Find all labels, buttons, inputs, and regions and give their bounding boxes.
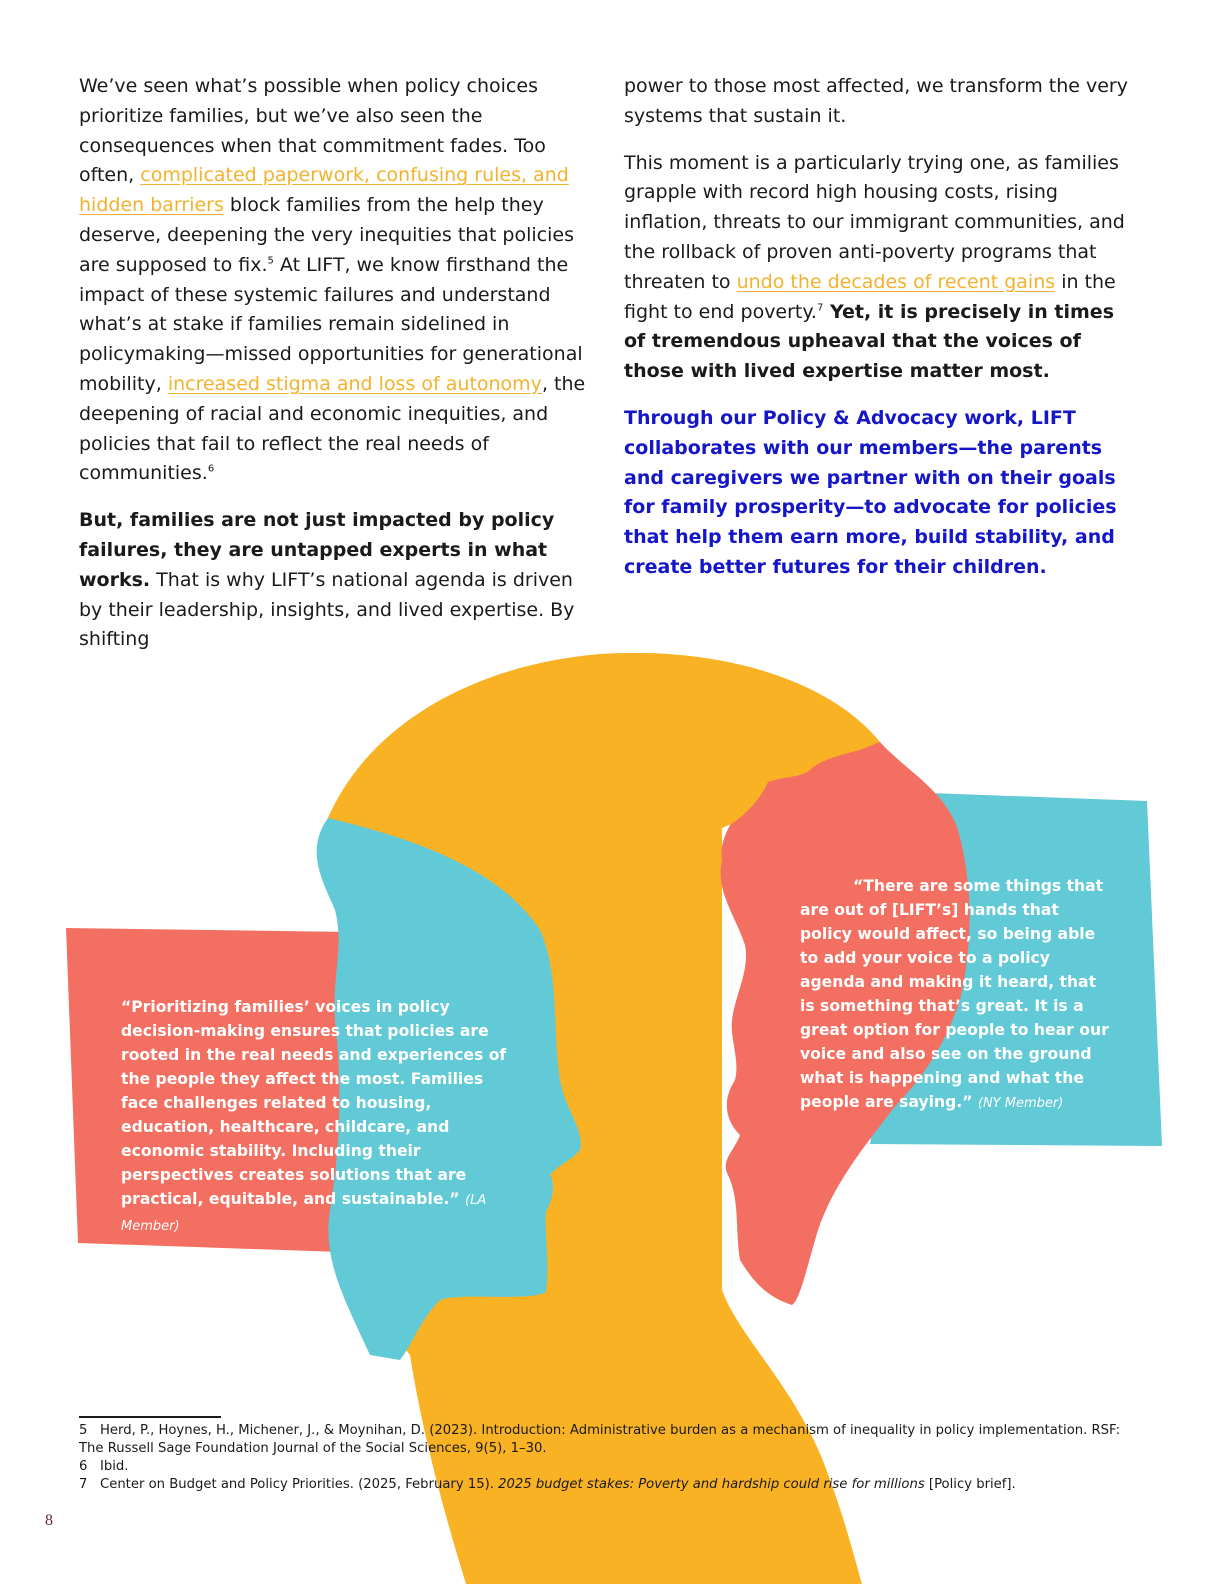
page-number: 8 bbox=[45, 1512, 53, 1529]
bold-statement: Yet, it is precisely in times of tremendous upheaval that the voices of those with lived expertise matter most. bbox=[624, 300, 1115, 383]
footnote-7 bbox=[79, 1476, 1139, 1494]
quote-ny-member bbox=[800, 874, 1112, 1116]
paragraph-trying-moment bbox=[624, 149, 1140, 387]
text-run: , the deepening of racial and economic inequities, and policies that fail to reflect the real needs of communities. bbox=[79, 372, 586, 485]
footnote-text: Herd, P., Hoynes, H., Michener, J., & Moynihan, D. (2023). Introduction: Administrative burden as a mechanism of inequality in policy implementation. RSF: The Russell Sage Foundation Journal of the Social Sciences, 9(5), 1–30. bbox=[79, 1423, 1121, 1456]
quote-attribution: (NY Member) bbox=[977, 1096, 1064, 1111]
link-undo-decades[interactable]: undo the decades of recent gains bbox=[736, 270, 1056, 293]
quote-la-member bbox=[121, 995, 513, 1239]
link-increased-stigma[interactable]: increased stigma and loss of autonomy bbox=[167, 372, 542, 395]
footnote-ref-5[interactable]: 5 bbox=[267, 255, 274, 267]
left-text-column bbox=[79, 72, 591, 672]
quote-attribution: (LA Member) bbox=[121, 1193, 487, 1234]
text-run: We’ve seen what’s possible when policy choices prioritize families, but we’ve also seen the consequences when that commitment fades. Too often, bbox=[79, 75, 546, 187]
text-run: in the fight to end poverty. bbox=[624, 270, 1116, 323]
footnote-divider bbox=[79, 1416, 221, 1418]
footnote-5 bbox=[79, 1422, 1139, 1458]
paragraph-policy-advocacy: Through our Policy & Advocacy work, LIFT collaborates with our members—the parents and caregivers we partner with on their goals for family prosperity—to advocate for policies that help them earn more, build stability, and create better futures for their children. bbox=[624, 406, 1117, 578]
text-run: At LIFT, we know firsthand the impact of these systemic failures and understand what’s at stake if families remain sidelined in policymaking—missed opportunities for generational mobility, bbox=[79, 253, 583, 395]
footnote-6 bbox=[79, 1458, 1139, 1476]
footnote-title: 2025 budget stakes: Poverty and hardship could rise for millions bbox=[498, 1477, 925, 1492]
right-text-column bbox=[624, 72, 1140, 600]
footnote-number: 7 bbox=[79, 1477, 88, 1492]
footnote-text: Center on Budget and Policy Priorities. (2025, February 15). bbox=[100, 1477, 499, 1492]
footnote-text: [Policy brief]. bbox=[924, 1477, 1016, 1492]
footnote-number: 6 bbox=[79, 1459, 88, 1474]
text-run: That is why LIFT’s national agenda is driven by their leadership, insights, and lived expertise. By shifting bbox=[79, 568, 575, 651]
footnote-ref-6[interactable]: 6 bbox=[207, 464, 215, 476]
footnotes bbox=[79, 1422, 1139, 1494]
quote-text: “Prioritizing families’ voices in policy decision-making ensures that policies are rooted in the real needs and experiences of the people they affect the most. Families face challenges related to housing, education, healthcare, childcare, and economic stability. Including their perspectives creates solutions that are practical, equitable, and sustainable.” bbox=[121, 998, 507, 1208]
footnote-text: Ibid. bbox=[100, 1459, 129, 1474]
text-run: block families from the help they deserve, deepening the very inequities that policies are supposed to fix. bbox=[79, 194, 574, 276]
paragraph-shifting-power: power to those most affected, we transform the very systems that sustain it. bbox=[624, 75, 1128, 127]
link-complicated-paperwork[interactable]: complicated paperwork, confusing rules, and hidden barriers bbox=[79, 164, 569, 217]
text-run: This moment is a particularly trying one, as families grapple with record high housing costs, rising inflation, threats to our immigrant communities, and the rollback of proven anti-poverty programs that threaten to bbox=[624, 151, 1125, 293]
paragraph-untapped-experts bbox=[79, 506, 591, 655]
quote-text bbox=[800, 874, 1112, 1116]
quote-text-run: “There are some things that are out of [LIFT’s] hands that policy would affect, so being able to add your voice to a policy agenda and making it heard, that is something that’s great. It is a great option for people to hear our voice and also see on the ground what is happening and what the people are saying.” bbox=[800, 877, 1109, 1111]
paragraph-policy-consequences bbox=[79, 72, 591, 489]
bold-statement: But, families are not just impacted by policy failures, they are untapped experts in what works. bbox=[79, 509, 555, 591]
footnote-number: 5 bbox=[79, 1423, 88, 1438]
footnote-ref-7[interactable]: 7 bbox=[816, 302, 824, 314]
